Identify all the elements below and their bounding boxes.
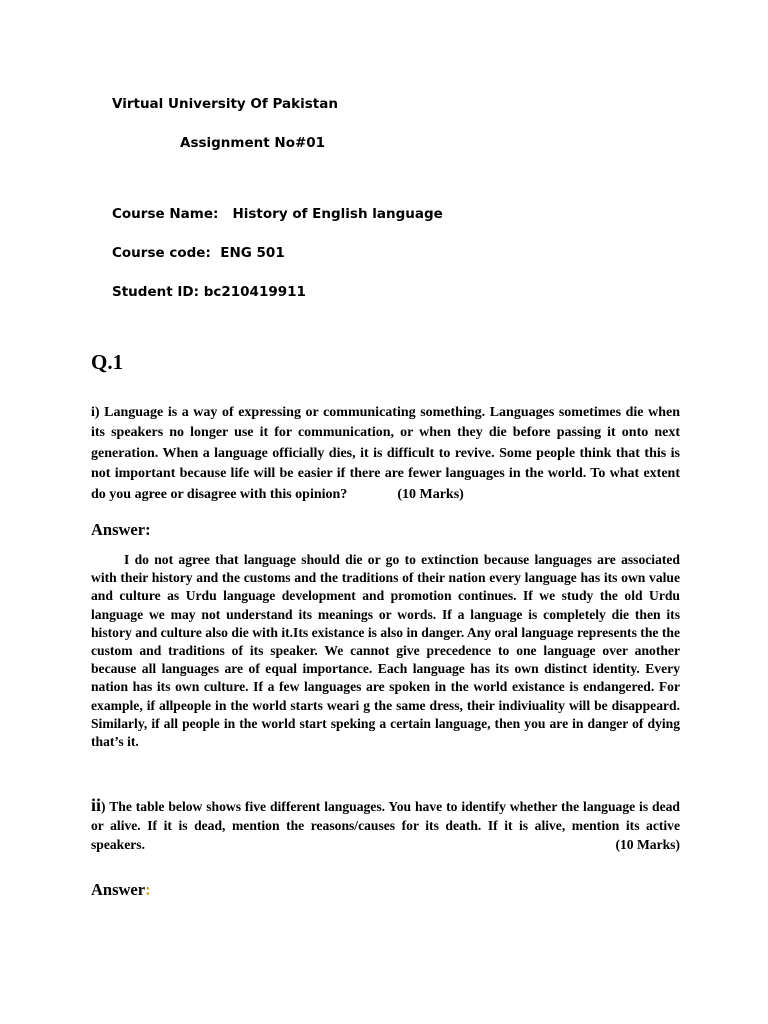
question-heading: Q.1: [91, 350, 124, 374]
answer-1-colon: :: [145, 520, 151, 539]
student-id: Student ID: bc210419911: [112, 284, 306, 300]
course-name: Course Name: History of English language: [112, 206, 443, 222]
answer-2-colon: :: [145, 880, 151, 899]
question-part-1-marks: (10 Marks): [397, 486, 464, 502]
question-part-1: [91, 403, 680, 505]
assignment-title: Assignment No#01: [180, 135, 326, 151]
answer-1-label: [91, 520, 151, 540]
question-part-2-roman: ii: [91, 795, 102, 815]
answer-2-label: [91, 880, 151, 900]
answer-1-body: I do not agree that language should die or go to extinction because languages are associated with their history and the customs and the traditions of their nation every language has its own value and culture as Urdu language development and promotion continues. If we study the old Urdu language we may not understand its meanings or words. If a language is completely die then its history and culture also die with it.Its existance is also in danger. Any oral language represents the the custom and traditions of its speaker. We cannot give precedence to one language over another because all languages are of equal importance. Each language has its own distinct identity. Every nation has its own culture. If a few languages are spoken in the world existance is endangered. For example, if allpeople in the world starts weari g the same dress, their indiviuality will be disappeard. Similarly, if all people in the world start speking a certain language, then you are in danger of dying that’s it.: [91, 552, 680, 750]
question-part-2-marks: (10 Marks): [615, 836, 680, 852]
university-title: Virtual University Of Pakistan: [112, 96, 338, 112]
question-part-1-text: i) Language is a way of expressing or communicating something. Languages sometimes die when its speakers no longer use it for communication, or when they die before passing it onto next generation. When a language officially dies, it is difficult to revive. Some people think that this is not important because life will be easier if there are fewer languages in the world. To what extent do you agree or disagree with this opinion?: [91, 405, 680, 502]
question-part-2-text: ) The table below shows five different languages. You have to identify whether the language is dead or alive. If it is dead, mention the reasons/causes for its death. If it is alive, mention its active speakers.: [91, 799, 680, 852]
answer-1-label-text: Answer: [91, 520, 146, 539]
course-code: Course code: ENG 501: [112, 245, 285, 261]
question-part-2: [91, 796, 680, 854]
answer-2-label-text: Answer: [91, 880, 146, 899]
